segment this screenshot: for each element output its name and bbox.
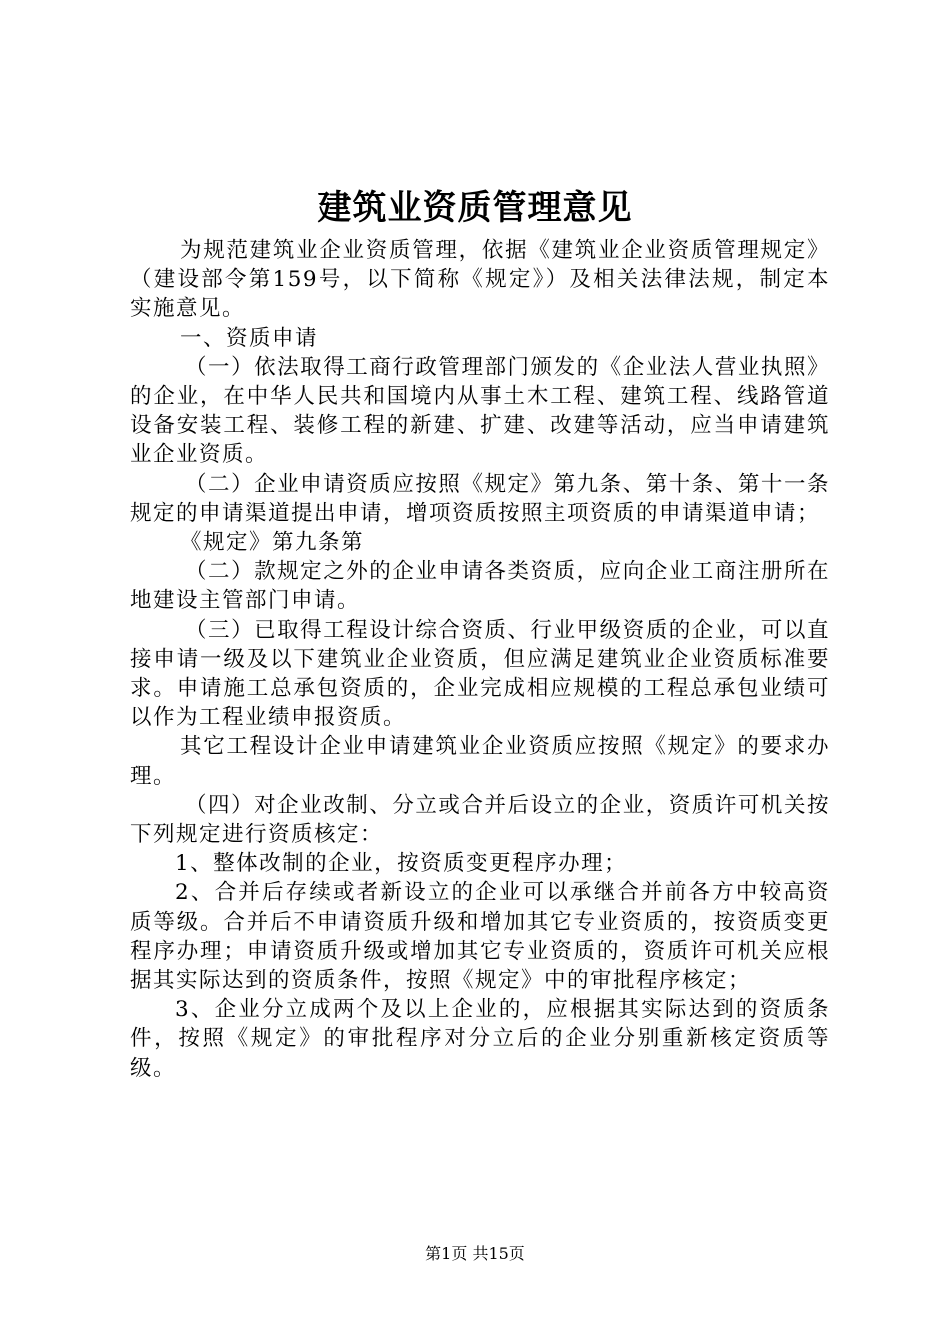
clause-paragraph: （一）依法取得工商行政管理部门颁发的《企业法人营业执照》的企业，在中华人民共和国境内从事土木工程、建筑工程、线路管道设备安装工程、装修工程的新建、扩建、改建等活动，应当申请建筑业企业资质。 — [130, 354, 830, 468]
clause-paragraph: 《规定》第九条第 — [180, 530, 365, 556]
clause-paragraph: （三）已取得工程设计综合资质、行业甲级资质的企业，可以直接申请一级及以下建筑业企业资质，但应满足建筑业企业资质标准要求。申请施工总承包资质的，企业完成相应规模的工程总承包业绩可以作为工程业绩申报资质。 — [130, 617, 830, 731]
page-footer: 第1页 共15页 — [425, 1244, 525, 1263]
list-item: 3、企业分立成两个及以上企业的，应根据其实际达到的资质条件，按照《规定》的审批程序对分立后的企业分别重新核定资质等级。 — [130, 997, 830, 1081]
list-item: 2、合并后存续或者新设立的企业可以承继合并前各方中较高资质等级。合并后不申请资质升级和增加其它专业资质的，按资质变更程序办理；申请资质升级或增加其它专业资质的，资质许可机关应根据其实际达到的资质条件，按照《规定》中的审批程序核定； — [130, 880, 830, 994]
clause-paragraph: （二）企业申请资质应按照《规定》第九条、第十条、第十一条规定的申请渠道提出申请，增项资质按照主项资质的申请渠道申请； — [130, 471, 830, 526]
clause-paragraph: （四）对企业改制、分立或合并后设立的企业，资质许可机关按下列规定进行资质核定： — [130, 792, 830, 848]
intro-paragraph: 为规范建筑业企业资质管理，依据《建筑业企业资质管理规定》（建设部令第159号，以下简称《规定》）及相关法律法规，制定本实施意见。 — [130, 238, 830, 322]
document-body — [130, 236, 830, 1083]
document-title: 建筑业资质管理意见 — [317, 188, 633, 228]
clause-paragraph: 其它工程设计企业申请建筑业企业资质应按照《规定》的要求办理。 — [130, 734, 830, 789]
clause-paragraph: （二）款规定之外的企业申请各类资质，应向企业工商注册所在地建设主管部门申请。 — [130, 559, 830, 614]
list-item: 1、整体改制的企业，按资质变更程序办理； — [175, 851, 628, 877]
section-heading: 一、资质申请 — [180, 325, 319, 351]
